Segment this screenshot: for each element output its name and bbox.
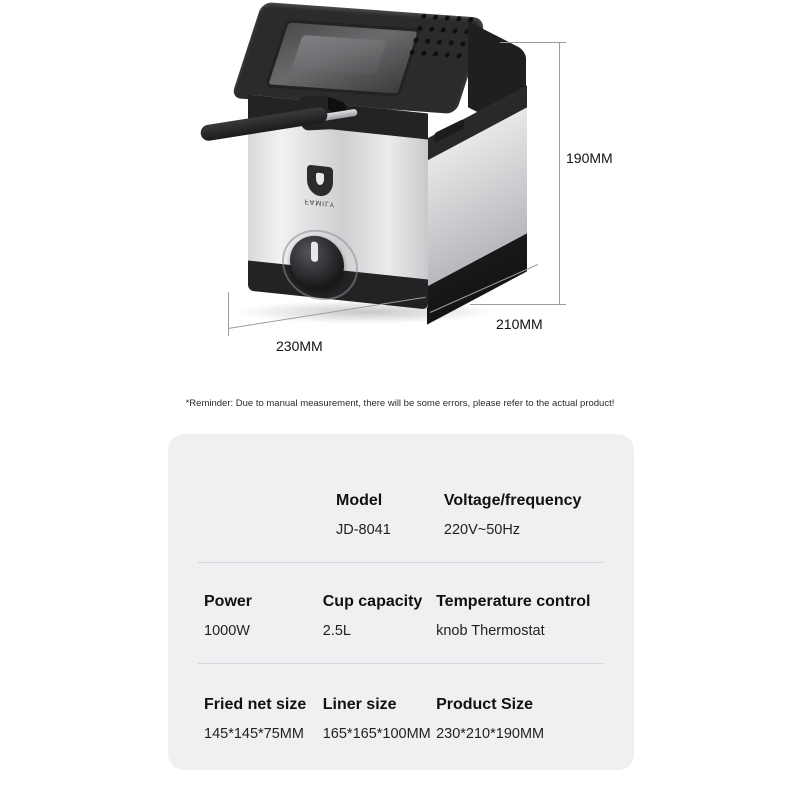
spec-cell-liner-size <box>323 690 436 748</box>
brand-badge <box>288 163 352 226</box>
fryer-lid-window-glass <box>291 35 386 75</box>
spec-key: Liner size <box>322 696 397 713</box>
spec-value: 220V~50Hz <box>443 522 521 538</box>
spec-cell-fried-net-size <box>204 690 323 748</box>
measurement-reminder: *Reminder: Due to manual measurement, there will be some errors, please refer to the actual product! <box>185 398 615 409</box>
spec-row <box>168 563 634 645</box>
spec-cell-power <box>204 587 323 645</box>
spec-value: 1000W <box>204 623 250 639</box>
spec-cell-product-size <box>436 690 598 748</box>
spec-row <box>168 664 634 748</box>
dimension-label-height: 190MM <box>566 150 613 166</box>
product-photo-area <box>0 0 800 380</box>
dimension-line-height <box>559 42 560 304</box>
spec-value: 2.5L <box>322 623 351 639</box>
dimension-leader-width-left <box>228 292 229 336</box>
spec-key: Cup capacity <box>322 593 423 610</box>
dimension-leader-height-top <box>500 42 560 43</box>
spec-key: Fried net size <box>204 696 307 713</box>
spec-cell-temperature-control <box>436 587 598 645</box>
spec-value: 145*145*75MM <box>204 726 304 742</box>
brand-badge-label: FAMILY <box>304 197 336 208</box>
dimension-label-depth: 210MM <box>496 316 543 332</box>
dimension-label-width: 230MM <box>276 338 323 354</box>
dimension-leader-height-bottom <box>470 304 560 305</box>
spec-key: Temperature control <box>436 593 591 610</box>
spec-value: knob Thermostat <box>436 623 545 639</box>
spec-key: Model <box>336 492 383 509</box>
spec-row <box>168 434 634 544</box>
spec-key: Product Size <box>436 696 533 713</box>
spec-cell-model <box>336 486 444 544</box>
spec-cell-voltage-frequency <box>444 486 598 544</box>
specification-panel <box>168 434 634 770</box>
spec-key: Voltage/frequency <box>443 492 582 509</box>
spec-value: 165*165*100MM <box>322 726 431 742</box>
fryer-body-side <box>427 85 527 324</box>
shield-icon <box>307 165 333 198</box>
spec-cell-cup-capacity <box>323 587 436 645</box>
spec-value: 230*210*190MM <box>436 726 545 742</box>
spec-key: Power <box>204 593 253 610</box>
spec-value: JD-8041 <box>336 522 391 538</box>
